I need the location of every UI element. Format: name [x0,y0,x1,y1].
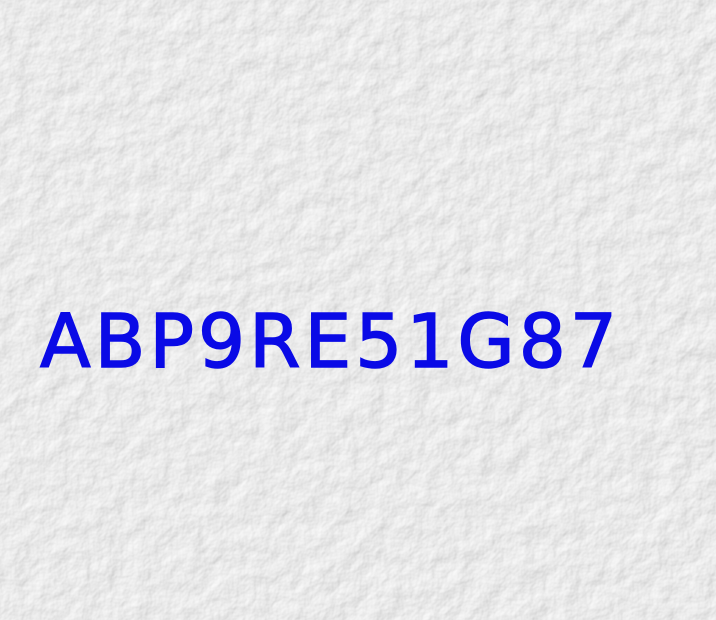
captcha-code-text: ABP9RE51G87 [40,299,621,385]
